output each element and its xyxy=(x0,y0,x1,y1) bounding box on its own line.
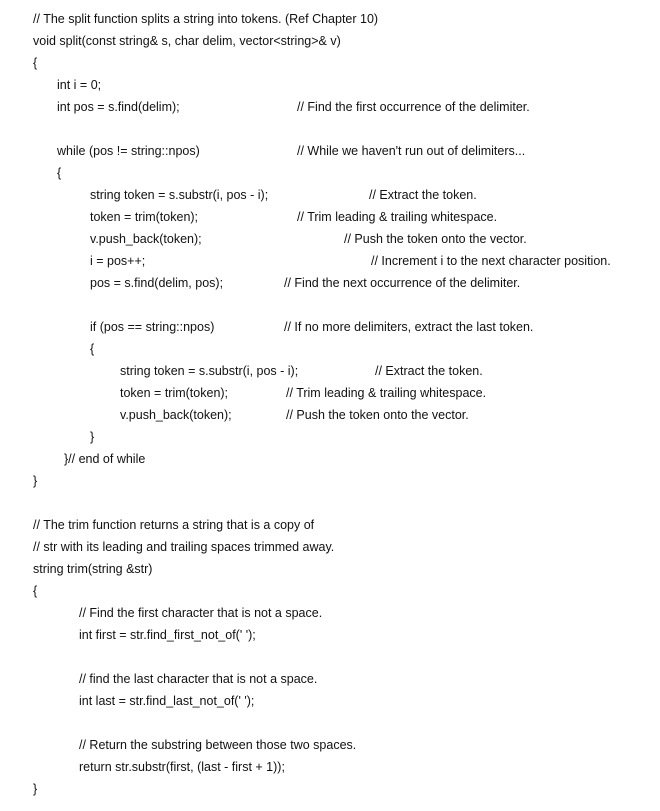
split-signature: void split(const string& s, char delim, vector<string>& v) xyxy=(33,34,341,48)
split-trim-line: token = trim(token); xyxy=(90,210,199,224)
split-if-close: } xyxy=(90,430,95,444)
split-decl-pos-comment: // Find the first occurrence of the delimiter. xyxy=(297,100,530,114)
split-decl-i: int i = 0; xyxy=(57,78,102,92)
split-push-comment: // Push the token onto the vector. xyxy=(344,232,527,246)
trim-signature: string trim(string &str) xyxy=(33,562,153,576)
split-header-comment: // The split function splits a string into tokens. (Ref Chapter 10) xyxy=(33,12,379,26)
split-last-trim-comment: // Trim leading & trailing whitespace. xyxy=(286,386,487,400)
split-find-line: pos = s.find(delim, pos); xyxy=(90,276,224,290)
split-last-token-comment: // Extract the token. xyxy=(375,364,483,378)
split-if-comment: // If no more delimiters, extract the last token. xyxy=(284,320,534,334)
trim-open-brace: { xyxy=(33,584,38,598)
split-while-line: while (pos != string::npos) xyxy=(57,144,200,158)
split-token-comment: // Extract the token. xyxy=(369,188,477,202)
trim-close-brace: } xyxy=(33,782,38,796)
split-find-comment: // Find the next occurrence of the delimiter. xyxy=(284,276,521,290)
split-decl-pos: int pos = s.find(delim); xyxy=(57,100,180,114)
split-while-open: { xyxy=(57,166,62,180)
trim-comment-2: // str with its leading and trailing spaces trimmed away. xyxy=(33,540,335,554)
trim-last-comment: // find the last character that is not a space. xyxy=(79,672,318,686)
split-if-open: { xyxy=(90,342,95,356)
trim-return-comment: // Return the substring between those two spaces. xyxy=(79,738,357,752)
trim-comment-1: // The trim function returns a string that is a copy of xyxy=(33,518,315,532)
split-push-line: v.push_back(token); xyxy=(90,232,202,246)
trim-first-comment: // Find the first character that is not a space. xyxy=(79,606,323,620)
split-last-push-comment: // Push the token onto the vector. xyxy=(286,408,469,422)
split-token-line: string token = s.substr(i, pos - i); xyxy=(90,188,269,202)
split-while-comment: // While we haven't run out of delimiters... xyxy=(297,144,526,158)
split-open-brace: { xyxy=(33,56,38,70)
split-if-line: if (pos == string::npos) xyxy=(90,320,215,334)
split-last-trim-line: token = trim(token); xyxy=(120,386,229,400)
split-inc-comment: // Increment i to the next character position. xyxy=(371,254,611,268)
trim-last-line: int last = str.find_last_not_of(' '); xyxy=(79,694,255,708)
split-end-while: }// end of while xyxy=(64,452,146,466)
split-last-token-line: string token = s.substr(i, pos - i); xyxy=(120,364,299,378)
split-inc-line: i = pos++; xyxy=(90,254,146,268)
trim-return-line: return str.substr(first, (last - first + 1)); xyxy=(79,760,285,774)
split-close-brace: } xyxy=(33,474,38,488)
split-trim-comment: // Trim leading & trailing whitespace. xyxy=(297,210,498,224)
split-last-push-line: v.push_back(token); xyxy=(120,408,232,422)
trim-first-line: int first = str.find_first_not_of(' '); xyxy=(79,628,256,642)
